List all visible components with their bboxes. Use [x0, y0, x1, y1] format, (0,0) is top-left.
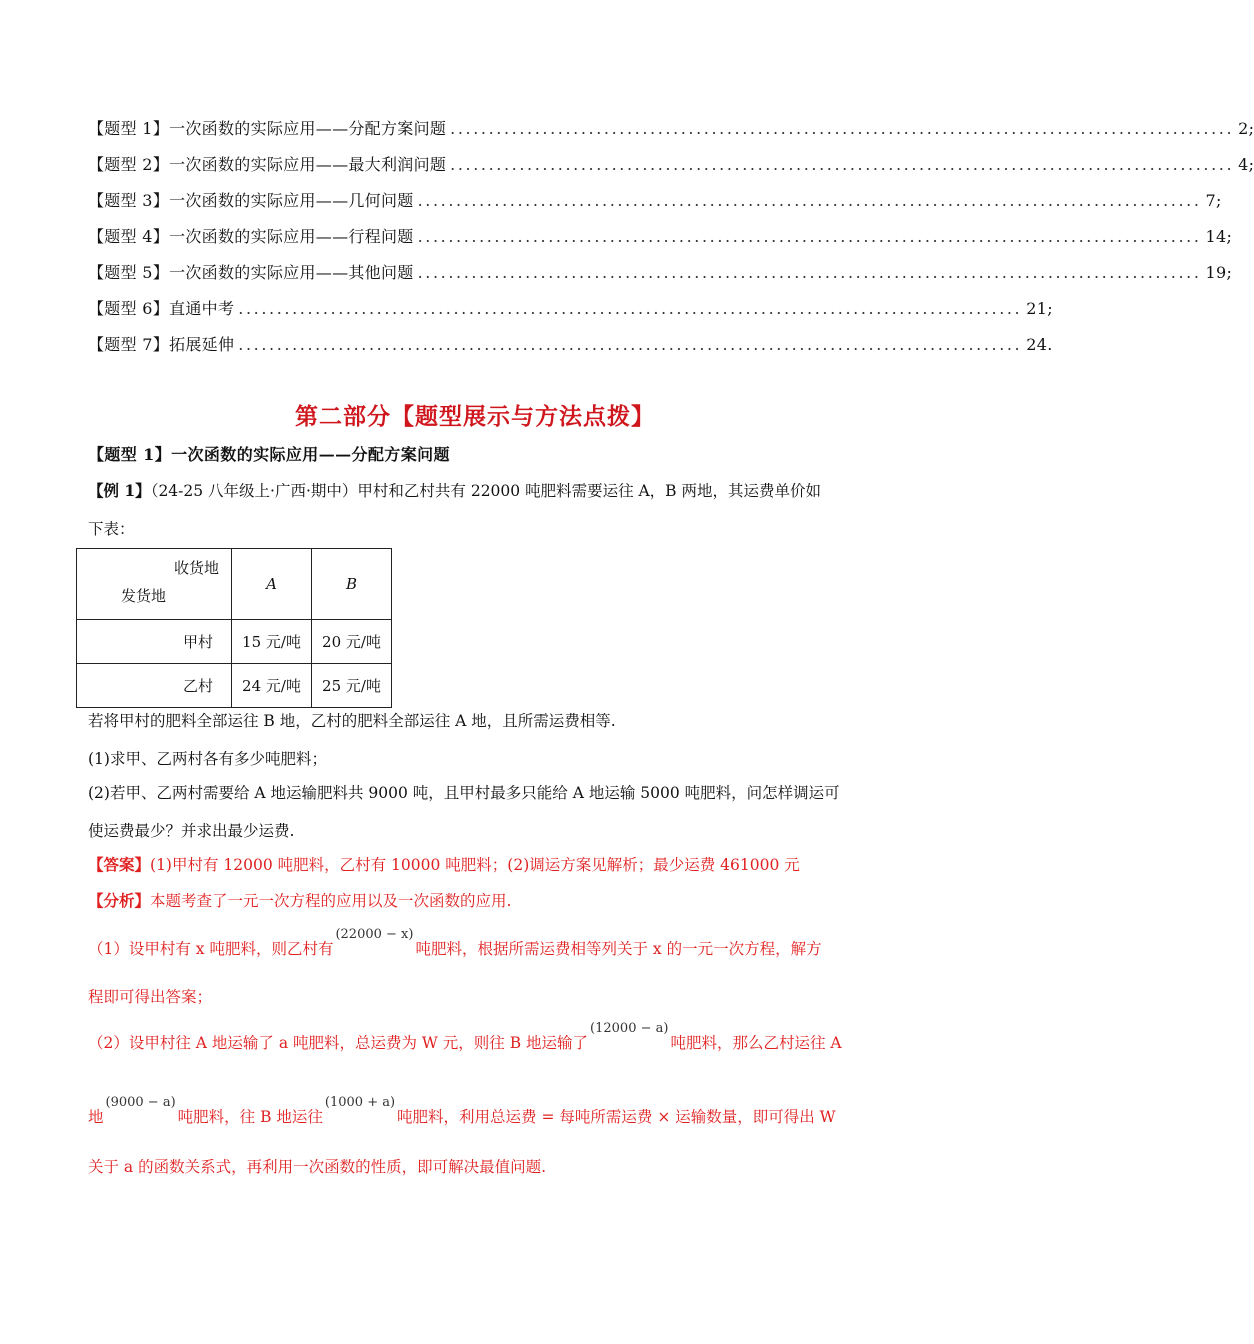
toc-entry-page: 14;: [1205, 227, 1233, 246]
math-expression: (22000 − x): [335, 927, 414, 942]
toc-entry[interactable]: [88, 224, 1233, 260]
toc-entry-label: 【题型 6】直通中考: [88, 299, 235, 318]
toc-entry-label: 【题型 4】一次函数的实际应用——行程问题: [88, 227, 414, 246]
toc-entry-label: 【题型 2】一次函数的实际应用——最大利润问题: [88, 155, 447, 174]
toc-entry-page: 21;: [1026, 299, 1053, 318]
toc-leader-dots: ......................................................................................................: [238, 299, 1023, 318]
math-expression: (9000 − a): [105, 1095, 176, 1110]
header-sender-label: 发货地: [121, 587, 167, 605]
example-tag: 【例 1】: [88, 481, 151, 500]
example-line-1: [88, 480, 821, 502]
toc-leader-dots: ......................................................................................................: [450, 119, 1235, 138]
toc-entry[interactable]: [88, 152, 1254, 188]
table-row: [77, 620, 392, 664]
toc-entry-label: 【题型 3】一次函数的实际应用——几何问题: [88, 191, 414, 210]
cell-b: 25 元/吨: [312, 664, 392, 708]
toc-entry-label: 【题型 1】一次函数的实际应用——分配方案问题: [88, 119, 447, 138]
step-2-text-b: 吨肥料，那么乙村运往 A: [670, 1034, 842, 1052]
answer-tag: 【答案】: [88, 855, 151, 874]
table-row: [77, 664, 392, 708]
example-text: （24-25 八年级上·广西·期中）甲村和乙村共有 22000 吨肥料需要运往 A，B 两地，其运费单价如: [150, 482, 822, 500]
step-2-text-a: （2）设甲村往 A 地运输了 a 吨肥料，总运费为 W 元，则往 B 地运输了: [88, 1034, 589, 1052]
cell-a: 24 元/吨: [232, 664, 312, 708]
table-header-row: [77, 549, 392, 620]
toc-entry-page: 2;: [1238, 119, 1254, 138]
step-1-text-a: （1）设甲村有 x 吨肥料，则乙村有: [88, 940, 334, 958]
toc-entry-page: 24.: [1026, 335, 1053, 354]
cell-a: 15 元/吨: [232, 620, 312, 664]
step-3-text-a: 地: [88, 1108, 104, 1126]
toc-entry[interactable]: [88, 296, 1053, 332]
analysis-line: [88, 890, 511, 912]
toc-entry[interactable]: [88, 116, 1254, 152]
analysis-step-2-line-2: [88, 1095, 836, 1130]
toc-entry-label: 【题型 7】拓展延伸: [88, 335, 235, 354]
header-receiver-label: 收货地: [173, 559, 219, 577]
question-1: (1)求甲、乙两村各有多少吨肥料；: [88, 750, 327, 768]
question-2-line-2: 使运费最少？并求出最少运费.: [88, 822, 295, 840]
row-name: 乙村: [77, 664, 232, 708]
toc-leader-dots: ......................................................................................................: [450, 155, 1235, 174]
problem-statement: 若将甲村的肥料全部运往 B 地，乙村的肥料全部运往 A 地，且所需运费相等.: [88, 712, 616, 730]
analysis-step-1: [88, 927, 822, 962]
toc-leader-dots: ......................................................................................................: [417, 227, 1202, 246]
part-title: 第二部分【题型展示与方法点拨】: [295, 403, 655, 430]
toc-entry[interactable]: [88, 332, 1053, 368]
step-3-text-b: 吨肥料，往 B 地运往: [177, 1108, 323, 1126]
toc-leader-dots: ......................................................................................................: [417, 191, 1202, 210]
answer-text: (1)甲村有 12000 吨肥料，乙村有 10000 吨肥料；(2)调运方案见解析；最少运费 461000 元: [150, 856, 800, 874]
toc-entry-page: 7;: [1205, 191, 1222, 210]
freight-rate-table: [76, 548, 392, 708]
analysis-step-1-line-2: 程即可得出答案；: [88, 988, 213, 1006]
toc-entry-page: 19;: [1205, 263, 1233, 282]
toc-leader-dots: ......................................................................................................: [238, 335, 1023, 354]
section-title: 【题型 1】一次函数的实际应用——分配方案问题: [88, 445, 450, 464]
header-col-b: B: [312, 549, 392, 620]
question-2-line-1: (2)若甲、乙两村需要给 A 地运输肥料共 9000 吨，且甲村最多只能给 A 地运输 5000 吨肥料，问怎样调运可: [88, 784, 840, 802]
math-expression: (1000 + a): [324, 1095, 396, 1110]
analysis-step-2: [88, 1021, 842, 1056]
toc-entry[interactable]: [88, 188, 1222, 224]
toc-entry-page: 4;: [1238, 155, 1254, 174]
toc-entry[interactable]: [88, 260, 1233, 296]
example-line-2: 下表：: [88, 520, 135, 538]
row-name: 甲村: [77, 620, 232, 664]
math-expression: (12000 − a): [590, 1021, 669, 1036]
step-3-text-c: 吨肥料，利用总运费 = 每吨所需运费 × 运输数量，即可得出 W: [397, 1108, 836, 1126]
analysis-step-2-line-3: 关于 a 的函数关系式，再利用一次函数的性质，即可解决最值问题.: [88, 1158, 547, 1176]
toc-entry-label: 【题型 5】一次函数的实际应用——其他问题: [88, 263, 414, 282]
step-1-text-b: 吨肥料，根据所需运费相等列关于 x 的一元一次方程，解方: [415, 940, 822, 958]
cell-b: 20 元/吨: [312, 620, 392, 664]
analysis-text: 本题考查了一元一次方程的应用以及一次函数的应用.: [150, 892, 512, 910]
answer-line: [88, 854, 800, 876]
table-corner-cell: [77, 549, 232, 620]
analysis-tag: 【分析】: [88, 891, 151, 910]
toc-leader-dots: ......................................................................................................: [417, 263, 1202, 282]
table-of-contents: [88, 116, 1254, 368]
header-col-a: A: [232, 549, 312, 620]
